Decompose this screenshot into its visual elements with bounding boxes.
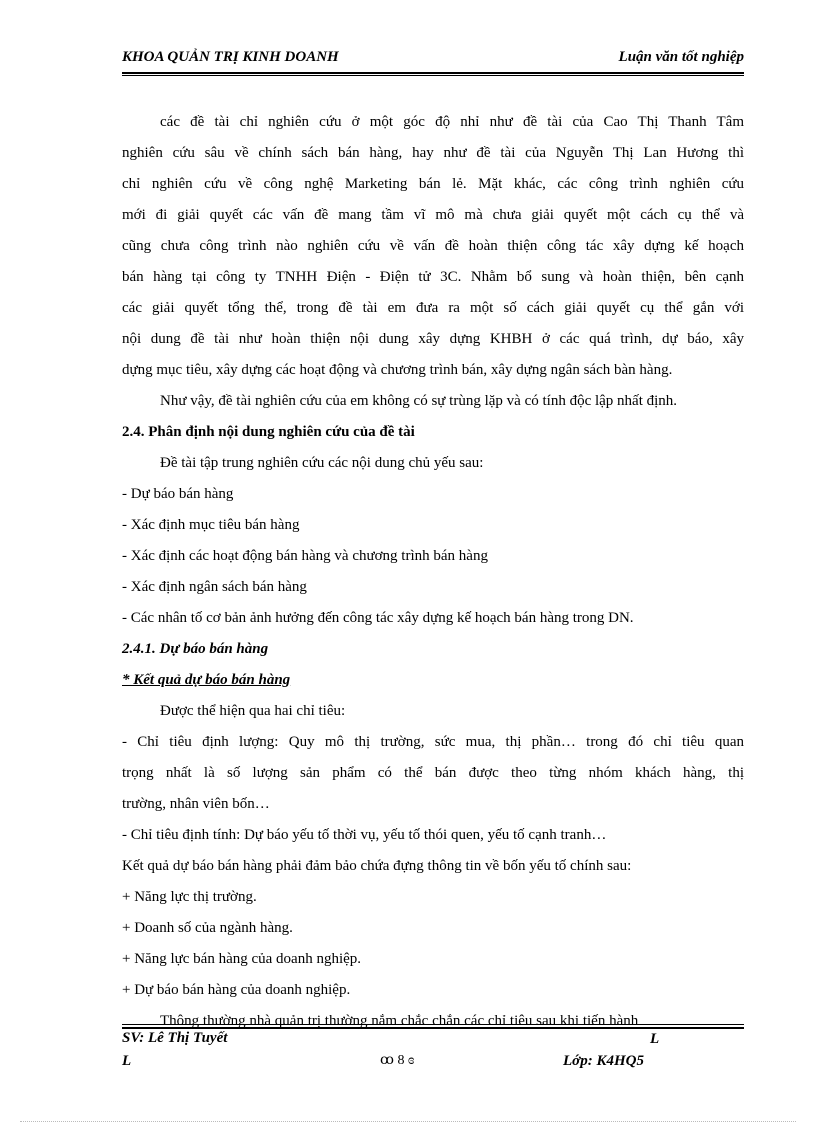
list-item: - Dự báo bán hàng [122, 486, 234, 502]
list-item: - Các nhân tố cơ bản ảnh hưởng đến công tác xây dựng kế hoạch bán hàng trong DN. [122, 610, 634, 626]
footer-class: Lớp: K4HQ5 [563, 1053, 644, 1069]
paragraph-line: trọng nhất là số lượng sản phẩm có thể bán được theo từng nhóm khách hàng, thị [122, 765, 744, 781]
footer-author-continuation: L [122, 1053, 132, 1069]
header-doc-type: Luận văn tốt nghiệp [618, 49, 744, 65]
paragraph-line: nghiên cứu sâu về chính sách bán hàng, hay như đề tài của Nguyễn Thị Lan Hương thì [122, 145, 744, 161]
paragraph-line: Kết quả dự báo bán hàng phải đảm bảo chứa đựng thông tin về bốn yếu tố chính sau: [122, 858, 632, 874]
page-body [122, 107, 744, 1037]
paragraph-line: Như vậy, đề tài nghiên cứu của em không có sự trùng lặp và có tính độc lập nhất định. [160, 393, 678, 409]
page-number-value: 8 [397, 1053, 405, 1068]
header-rule-thick [122, 72, 744, 74]
paragraph-line: Được thể hiện qua hai chỉ tiêu: [160, 703, 346, 719]
footer-rule-thin [122, 1024, 744, 1025]
paragraph-line: dựng mục tiêu, xây dựng các hoạt động và chương trình bán, xây dựng ngân sách bàn hàng. [122, 362, 673, 378]
footer-continuation-mark: L [650, 1031, 660, 1047]
list-item: - Xác định mục tiêu bán hàng [122, 517, 300, 533]
page-bottom-divider [20, 1121, 796, 1122]
list-item: + Năng lực thị trường. [122, 889, 257, 905]
section-heading: 2.4. Phân định nội dung nghiên cứu của đề tài [122, 424, 415, 440]
paragraph-line: - Chỉ tiêu định lượng: Quy mô thị trường, sức mua, thị phần… trong đó chỉ tiêu quan [122, 734, 744, 750]
paragraph-line: Đề tài tập trung nghiên cứu các nội dung chủ yếu sau: [160, 455, 484, 471]
paragraph-line: chỉ nghiên cứu về công nghệ Marketing bán lẻ. Mặt khác, các công trình nghiên cứu [122, 176, 744, 192]
paragraph-line: cũng chưa công trình nào nghiên cứu về vấn đề hoàn thiện công tác xây dựng kế hoạch [122, 238, 744, 254]
list-item: + Dự báo bán hàng của doanh nghiệp. [122, 982, 351, 998]
paragraph-line: các giải quyết tổng thể, trong đề tài em đưa ra một số cách giải quyết cụ thể gắn với [122, 300, 744, 316]
paragraph-line: mới đi giải quyết các vấn đề mang tầm vĩ mô mà chưa giải quyết một cách cụ thể và [122, 207, 744, 223]
list-item: - Xác định các hoạt động bán hàng và chương trình bán hàng [122, 548, 488, 564]
page-number [380, 1052, 414, 1069]
page-ornament-right: ɞ [408, 1053, 415, 1068]
list-item: + Doanh số của ngành hàng. [122, 920, 293, 936]
sub-subsection-heading: * Kết quả dự báo bán hàng [122, 672, 291, 688]
paragraph-line: nội dung đề tài như hoàn thiện nội dung xây dựng KHBH ở các quá trình, dự báo, xây [122, 331, 744, 347]
paragraph-line: trường, nhân viên bốn… [122, 796, 270, 812]
header-rule-thin [122, 75, 744, 76]
paragraph-line: các đề tài chỉ nghiên cứu ở một góc độ nhỉ như đề tài của Cao Thị Thanh Tâm [160, 114, 744, 130]
list-item: - Xác định ngân sách bán hàng [122, 579, 307, 595]
footer-author: SV: Lê Thị Tuyết [122, 1030, 228, 1046]
paragraph-line: - Chỉ tiêu định tính: Dự báo yếu tố thời vụ, yếu tố thói quen, yếu tố cạnh tranh… [122, 827, 607, 843]
paragraph-line: bán hàng tại công ty TNHH Điện - Điện tử 3C. Nhằm bổ sung và hoàn thiện, bên cạnh [122, 269, 744, 285]
paragraph-line: Thông thường nhà quản trị thường nắm chắc chắn các chỉ tiêu sau khi tiến hành [160, 1013, 639, 1029]
page-ornament-left: ꝏ [380, 1053, 394, 1068]
list-item: + Năng lực bán hàng của doanh nghiệp. [122, 951, 362, 967]
header-faculty: KHOA QUẢN TRỊ KINH DOANH [122, 49, 339, 65]
footer-rule-thick [122, 1027, 744, 1029]
subsection-heading: 2.4.1. Dự báo bán hàng [122, 641, 269, 657]
page-header [122, 49, 744, 71]
